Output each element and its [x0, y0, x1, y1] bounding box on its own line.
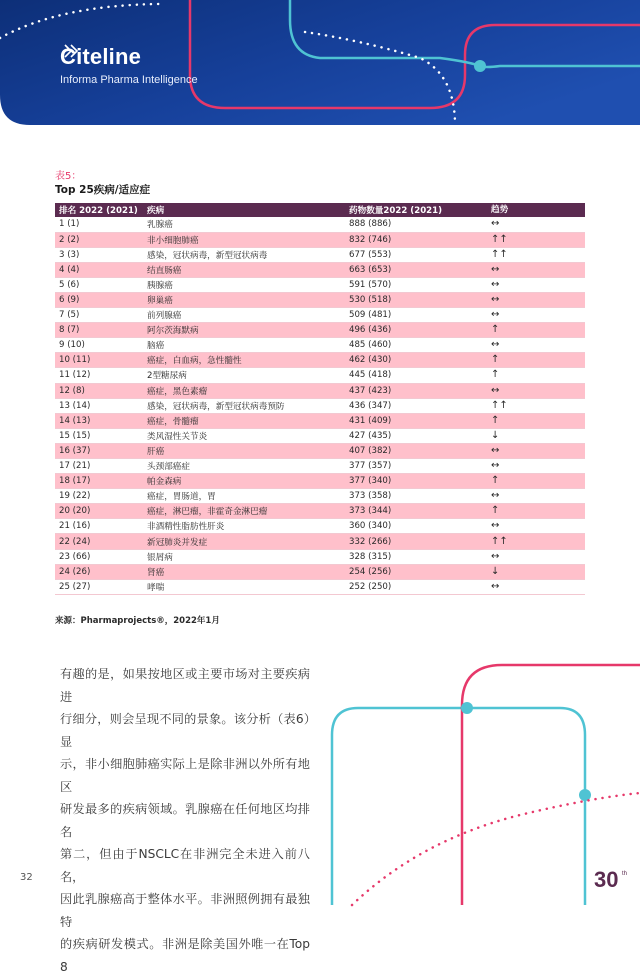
disease-cell: 癌症，淋巴瘤，非霍奇金淋巴瘤	[143, 504, 345, 519]
table-row	[55, 428, 585, 443]
logo-number: 30	[594, 867, 619, 892]
rank-cell: 5 (6)	[55, 277, 143, 292]
disease-cell: 类风湿性关节炎	[143, 428, 345, 443]
table-row	[55, 308, 585, 323]
rank-cell: 11 (12)	[55, 368, 143, 383]
trend-cell: ↔	[485, 519, 585, 534]
count-cell: 252 (250)	[345, 579, 485, 594]
table-row	[55, 232, 585, 247]
page-number: 32	[20, 872, 33, 883]
disease-cell: 哮喘	[143, 579, 345, 594]
trend-cell: ↔	[485, 549, 585, 564]
table-row	[55, 474, 585, 489]
rank-cell: 4 (4)	[55, 262, 143, 277]
disease-cell: 癌症，白血病，急性髓性	[143, 353, 345, 368]
column-header-disease: 疾病	[143, 203, 345, 217]
anniversary-logo	[594, 866, 634, 892]
rank-cell: 16 (37)	[55, 443, 143, 458]
brand-logo	[60, 44, 198, 86]
disease-cell: 感染，冠状病毒，新型冠状病毒	[143, 247, 345, 262]
count-cell: 407 (382)	[345, 443, 485, 458]
count-cell: 832 (746)	[345, 232, 485, 247]
trend-cell: ↑	[485, 323, 585, 338]
rank-cell: 9 (10)	[55, 338, 143, 353]
table-row	[55, 489, 585, 504]
disease-cell: 癌症，胃肠道，胃	[143, 489, 345, 504]
table-row	[55, 262, 585, 277]
trend-cell: ↔	[485, 217, 585, 232]
disease-cell: 肝癌	[143, 443, 345, 458]
rank-cell: 8 (7)	[55, 323, 143, 338]
disease-cell: 脑癌	[143, 338, 345, 353]
table-row	[55, 534, 585, 549]
disease-cell: 胰腺癌	[143, 277, 345, 292]
trend-cell: ↑↑	[485, 534, 585, 549]
logo-superscript: th	[622, 871, 628, 877]
rank-cell: 15 (15)	[55, 428, 143, 443]
trend-cell: ↑	[485, 368, 585, 383]
count-cell: 332 (266)	[345, 534, 485, 549]
body-line: 因此乳腺癌高于整体水平。非洲照例拥有最独特	[60, 892, 310, 929]
table-label: 表5：	[55, 171, 82, 182]
count-cell: 677 (553)	[345, 247, 485, 262]
rank-cell: 10 (11)	[55, 353, 143, 368]
rank-cell: 21 (16)	[55, 519, 143, 534]
disease-cell: 新冠肺炎并发症	[143, 534, 345, 549]
disease-cell: 阿尔茨海默病	[143, 323, 345, 338]
body-line: 行细分，则会呈现不同的景象。该分析（表6）显	[60, 712, 310, 749]
table-row	[55, 368, 585, 383]
table-row	[55, 247, 585, 262]
body-paragraph	[60, 663, 310, 978]
table-row	[55, 292, 585, 307]
body-line: 示，非小细胞肺癌实际上是除非洲以外所有地区	[60, 757, 310, 794]
disease-cell: 前列腺癌	[143, 308, 345, 323]
table-row	[55, 398, 585, 413]
body-line: 研发最多的疾病领域。乳腺癌在任何地区均排名	[60, 802, 310, 839]
disease-cell: 癌症，骨髓瘤	[143, 413, 345, 428]
rank-cell: 19 (22)	[55, 489, 143, 504]
trend-cell: ↑↑	[485, 247, 585, 262]
count-cell: 377 (340)	[345, 474, 485, 489]
disease-cell: 银屑病	[143, 549, 345, 564]
table-row	[55, 383, 585, 398]
trend-cell: ↔	[485, 262, 585, 277]
trend-cell: ↑	[485, 353, 585, 368]
trend-cell: ↑	[485, 474, 585, 489]
column-header-count: 药物数量2022 (2021)	[345, 203, 485, 217]
count-cell: 431 (409)	[345, 413, 485, 428]
table-source: 来源：Pharmaprojects®，2022年1月	[55, 616, 220, 626]
trend-cell: ↓	[485, 564, 585, 579]
disease-cell: 癌症，黑色素瘤	[143, 383, 345, 398]
trend-cell: ↑↑	[485, 398, 585, 413]
trend-cell: ↑↑	[485, 232, 585, 247]
table-row	[55, 277, 585, 292]
disease-cell: 感染，冠状病毒，新型冠状病毒预防	[143, 398, 345, 413]
disease-cell: 结直肠癌	[143, 262, 345, 277]
trend-cell: ↔	[485, 308, 585, 323]
trend-cell: ↔	[485, 489, 585, 504]
count-cell: 360 (340)	[345, 519, 485, 534]
trend-cell: ↔	[485, 443, 585, 458]
trend-cell: ↔	[485, 277, 585, 292]
trend-cell: ↔	[485, 338, 585, 353]
count-cell: 663 (653)	[345, 262, 485, 277]
count-cell: 328 (315)	[345, 549, 485, 564]
rank-cell: 14 (13)	[55, 413, 143, 428]
body-line: 第二，但由于NSCLC在非洲完全未进入前八名，	[60, 847, 310, 884]
count-cell: 437 (423)	[345, 383, 485, 398]
brand-tagline: Informa Pharma Intelligence	[60, 74, 198, 86]
brand-name: Citeline	[60, 44, 142, 69]
disease-cell: 非酒精性脂肪性肝炎	[143, 519, 345, 534]
rank-cell: 22 (24)	[55, 534, 143, 549]
rank-cell: 18 (17)	[55, 474, 143, 489]
rank-cell: 23 (66)	[55, 549, 143, 564]
body-line: 的疾病研发模式。非洲是除美国外唯一在Top 8	[60, 937, 310, 974]
trend-cell: ↓	[485, 428, 585, 443]
table-row	[55, 323, 585, 338]
disease-cell: 乳腺癌	[143, 217, 345, 232]
table-row	[55, 353, 585, 368]
table-row	[55, 579, 585, 594]
rank-cell: 12 (8)	[55, 383, 143, 398]
trend-cell: ↔	[485, 292, 585, 307]
count-cell: 888 (886)	[345, 217, 485, 232]
count-cell: 485 (460)	[345, 338, 485, 353]
table-row	[55, 443, 585, 458]
count-cell: 436 (347)	[345, 398, 485, 413]
rank-cell: 24 (26)	[55, 564, 143, 579]
rank-cell: 6 (9)	[55, 292, 143, 307]
table-row	[55, 338, 585, 353]
trend-cell: ↔	[485, 579, 585, 594]
table-row	[55, 564, 585, 579]
rank-cell: 7 (5)	[55, 308, 143, 323]
disease-cell: 帕金森病	[143, 474, 345, 489]
disease-cell: 头颈部癌症	[143, 459, 345, 474]
chevron-right-icon	[63, 44, 81, 58]
count-cell: 496 (436)	[345, 323, 485, 338]
count-cell: 445 (418)	[345, 368, 485, 383]
column-header-trend: 趋势	[485, 203, 585, 217]
disease-cell: 卵巢癌	[143, 292, 345, 307]
rank-cell: 17 (21)	[55, 459, 143, 474]
table-row	[55, 217, 585, 232]
trend-cell: ↑	[485, 504, 585, 519]
body-line: 有趣的是，如果按地区或主要市场对主要疾病进	[60, 667, 310, 704]
count-cell: 509 (481)	[345, 308, 485, 323]
count-cell: 530 (518)	[345, 292, 485, 307]
table-body	[55, 217, 585, 594]
trend-cell: ↑	[485, 413, 585, 428]
table-row	[55, 459, 585, 474]
rank-cell: 20 (20)	[55, 504, 143, 519]
disease-cell: 肾癌	[143, 564, 345, 579]
count-cell: 377 (357)	[345, 459, 485, 474]
count-cell: 373 (358)	[345, 489, 485, 504]
disease-cell: 非小细胞肺癌	[143, 232, 345, 247]
count-cell: 254 (256)	[345, 564, 485, 579]
table-row	[55, 413, 585, 428]
trend-cell: ↔	[485, 459, 585, 474]
table-header-row	[55, 203, 585, 217]
table-row	[55, 504, 585, 519]
count-cell: 591 (570)	[345, 277, 485, 292]
trend-cell: ↔	[485, 383, 585, 398]
column-header-rank: 排名 2022 (2021)	[55, 203, 143, 217]
table-row	[55, 519, 585, 534]
table-caption	[55, 170, 150, 197]
table-title: Top 25疾病/适应症	[55, 184, 151, 196]
table-row	[55, 549, 585, 564]
disease-cell: 2型糖尿病	[143, 368, 345, 383]
rank-cell: 25 (27)	[55, 579, 143, 594]
rank-cell: 13 (14)	[55, 398, 143, 413]
rank-cell: 3 (3)	[55, 247, 143, 262]
rank-cell: 1 (1)	[55, 217, 143, 232]
rank-cell: 2 (2)	[55, 232, 143, 247]
count-cell: 462 (430)	[345, 353, 485, 368]
count-cell: 427 (435)	[345, 428, 485, 443]
top-diseases-table	[55, 203, 585, 595]
header-banner	[0, 0, 640, 125]
count-cell: 373 (344)	[345, 504, 485, 519]
